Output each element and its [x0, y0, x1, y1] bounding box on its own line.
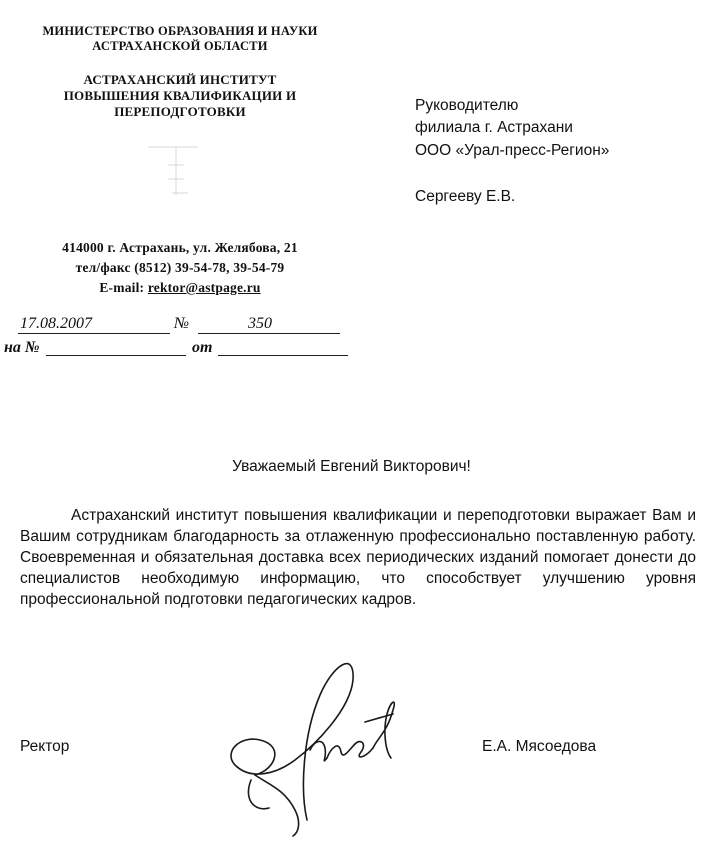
- signer-name: Е.А. Мясоедова: [482, 738, 597, 755]
- institute-line-2: ПОВЫШЕНИЯ КВАЛИФИКАЦИИ И: [63, 88, 297, 103]
- from-underline: [218, 355, 348, 356]
- reference-label: на №: [4, 339, 40, 356]
- addressee-line-2: филиала г. Астрахани: [415, 119, 573, 136]
- reference-underline: [46, 355, 186, 356]
- date-underline: [18, 333, 170, 334]
- email-link[interactable]: rektor@astpage.ru: [147, 280, 261, 295]
- institute-email-row: [0, 280, 360, 295]
- handwritten-signature: [215, 640, 405, 840]
- institute-line-1: АСТРАХАНСКИЙ ИНСТИТУТ: [83, 72, 277, 87]
- institute-address: 414000 г. Астрахань, ул. Желябова, 21: [62, 240, 298, 255]
- number-symbol: №: [174, 315, 190, 332]
- outgoing-number: 350: [248, 315, 272, 332]
- letter-greeting: Уважаемый Евгений Викторович!: [232, 458, 471, 475]
- institute-line-3: ПЕРЕПОДГОТОВКИ: [114, 104, 246, 119]
- letter-paragraph: Астраханский институт повышения квалификации и переподготовки выражает Вам и Вашим сотрудникам благодарность за отлаженную профессионально поставленную работу. Своевременная и обязательная доставка всех периодических изданий помогает донести до специалистов необходимую информацию, что способствует улучшению уровня профессиональной подготовки педагогических кадров.: [20, 507, 696, 608]
- addressee-line-3: ООО «Урал-пресс-Регион»: [415, 142, 610, 159]
- number-underline: [198, 333, 340, 334]
- emblem-icon: [140, 135, 220, 210]
- addressee-line-1: Руководителю: [415, 97, 519, 114]
- ministry-line-2: АСТРАХАНСКОЙ ОБЛАСТИ: [92, 39, 268, 53]
- email-label: E-mail:: [99, 280, 145, 295]
- ministry-line-1: МИНИСТЕРСТВО ОБРАЗОВАНИЯ И НАУКИ: [42, 24, 318, 38]
- signer-position: Ректор: [20, 738, 70, 755]
- institute-phone: тел/факс (8512) 39-54-78, 39-54-79: [75, 260, 285, 275]
- letter-body: [20, 505, 696, 610]
- outgoing-date: 17.08.2007: [20, 315, 92, 332]
- addressee-name: Сергееву Е.В.: [415, 188, 516, 205]
- from-label: от: [192, 339, 213, 356]
